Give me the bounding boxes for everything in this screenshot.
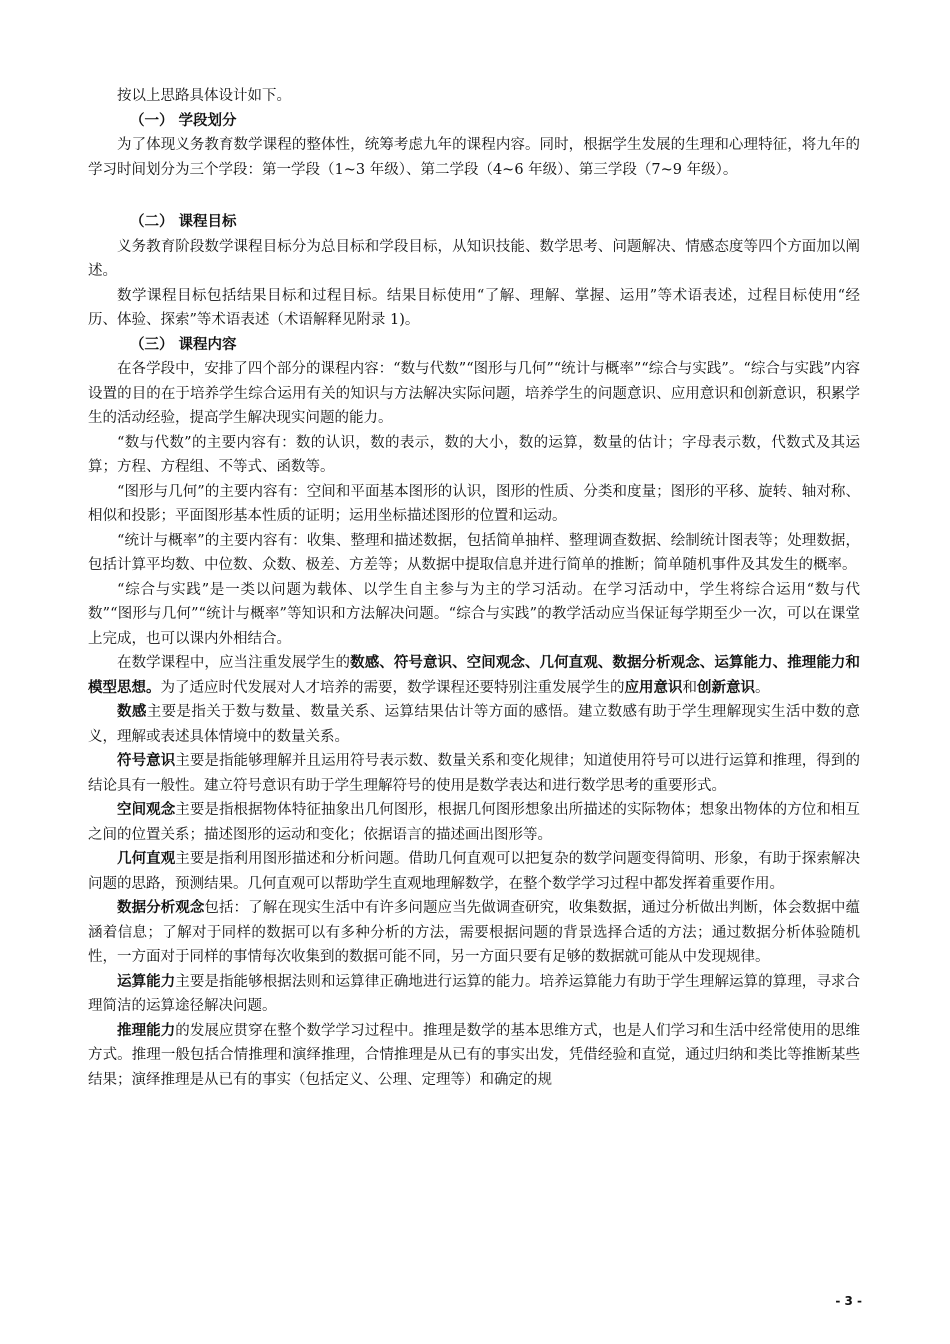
text-run: 和 <box>682 679 697 696</box>
page-number: - 3 - <box>835 1294 862 1308</box>
bold-text-run: 应用意识 <box>624 678 683 696</box>
term-text: 包括：了解在现实生活中有许多问题应当先做调查研究，收集数据，通过分析做出判断，体会数据中蕴涵着信息；了解对于同样的数据可以有多种分析的方法，需要根据问题的背景选择合适的方法；通过数据分析体验随机性，一方面对于同样的事情每次收集到的数据可能不同，另一方面只要有足够的数据就可能从中发现规律。 <box>88 900 860 965</box>
term-text: 的发展应贯穿在整个数学学习过程中。推理是数学的基本思维方式，也是人们学习和生活中经常使用的思维方式。推理一般包括合情推理和演绎推理，合情推理是从已有的事实出发，凭借经验和直觉，通过归纳和类比等推断某些结果；演绎推理是从已有的事实（包括定义、公理、定理等）和确定的规 <box>88 1022 860 1088</box>
section-heading-stages: （一） 学段划分 <box>130 111 237 129</box>
intro-paragraph: 按以上思路具体设计如下。 <box>117 88 291 104</box>
page-content <box>88 84 860 1092</box>
text-run: 。 <box>755 679 770 696</box>
paragraph: 为了体现义务教育数学课程的整体性，统筹考虑九年的课程内容。同时，根据学生发展的生理和心理特征，将九年的学习时间划分为三个学段：第一学段（1~3 年级）、第二学段（4~6 年级）、第三学段（7~9 年级）。 <box>88 137 860 178</box>
term-label: 数据分析观念 <box>117 899 205 916</box>
term-paragraph <box>88 1019 860 1093</box>
paragraph: “统计与概率”的主要内容有：收集、整理和描述数据，包括简单抽样、整理调查数据、绘制统计图表等；处理数据，包括计算平均数、中位数、众数、极差、方差等；从数据中提取信息并进行简单的推断；简单随机事件及其发生的概率。 <box>88 532 860 573</box>
term-label: 几何直观 <box>117 850 176 867</box>
text-run: 在数学课程中，应当注重发展学生的 <box>117 655 351 671</box>
spacer <box>88 182 860 210</box>
term-paragraph <box>88 896 860 970</box>
term-paragraph <box>88 798 860 847</box>
term-paragraph <box>88 970 860 1019</box>
term-label: 推理能力 <box>117 1021 176 1039</box>
term-text: 主要是指关于数与数量、数量关系、运算结果估计等方面的感悟。建立数感有助于学生理解现实生活中数的意义，理解或表述具体情境中的数量关系。 <box>88 704 861 745</box>
term-text: 主要是指能够理解并且运用符号表示数、数量关系和变化规律；知道使用符号可以进行运算和推理，得到的结论具有一般性。建立符号意识有助于学生理解符号的使用是数学表达和进行数学思考的重要形式。 <box>88 753 860 794</box>
section-heading-content: （三） 课程内容 <box>130 335 237 353</box>
term-paragraph <box>88 847 860 896</box>
term-label: 空间观念 <box>117 801 176 818</box>
term-text: 主要是指能够根据法则和运算律正确地进行运算的能力。培养运算能力有助于学生理解运算的算理，寻求合理简洁的运算途径解决问题。 <box>88 973 860 1014</box>
paragraph: 在各学段中，安排了四个部分的课程内容：“数与代数”“图形与几何”“统计与概率”“综合与实践”。“综合与实践”内容设置的目的在于培养学生综合运用有关的知识与方法解决实际问题，培养学生的问题意识、应用意识和创新意识，积累学生的活动经验，提高学生解决现实问题的能力。 <box>88 361 860 426</box>
term-paragraph <box>88 700 860 749</box>
text-run: 为了适应时代发展对人才培养的需要，数学课程还要特别注重发展学生的 <box>160 679 625 696</box>
term-text: 主要是指利用图形描述和分析问题。借助几何直观可以把复杂的数学问题变得简明、形象，有助于探索解决问题的思路，预测结果。几何直观可以帮助学生直观地理解数学，在整个数学学习过程中都发挥着重要作用。 <box>88 851 860 892</box>
core-competencies-paragraph <box>88 651 860 700</box>
term-text: 主要是指根据物体特征抽象出几何图形，根据几何图形想象出所描述的实际物体；想象出物体的方位和相互之间的位置关系；描述图形的运动和变化；依据语言的描述画出图形等。 <box>88 802 860 843</box>
bold-text-run: 创新意识 <box>697 678 755 696</box>
paragraph: “数与代数”的主要内容有：数的认识，数的表示，数的大小，数的运算，数量的估计；字母表示数，代数式及其运算；方程、方程组、不等式、函数等。 <box>88 434 860 475</box>
paragraph: “图形与几何”的主要内容有：空间和平面基本图形的认识，图形的性质、分类和度量；图形的平移、旋转、轴对称、相似和投影；平面图形基本性质的证明；运用坐标描述图形的位置和运动。 <box>88 483 860 524</box>
term-label: 符号意识 <box>117 752 176 769</box>
paragraph: 义务教育阶段数学课程目标分为总目标和学段目标，从知识技能、数学思考、问题解决、情感态度等四个方面加以阐述。 <box>88 238 860 279</box>
paragraph: 数学课程目标包括结果目标和过程目标。结果目标使用“了解、理解、掌握、运用”等术语表述，过程目标使用“经历、体验、探索”等术语表述（术语解释见附录 1)。 <box>88 287 860 328</box>
term-label: 运算能力 <box>117 972 176 990</box>
paragraph: “综合与实践”是一类以问题为载体、以学生自主参与为主的学习活动。在学习活动中，学生将综合运用“数与代数”“图形与几何”“统计与概率”等知识和方法解决问题。“综合与实践”的教学活动应当保证每学期至少一次，可以在课堂上完成，也可以课内外相结合。 <box>88 581 860 647</box>
term-label: 数感 <box>117 703 147 720</box>
term-paragraph <box>88 749 860 798</box>
bold-text-run: 数感、符号意识、空间观念、几何直观、数据分析观念、运算能力、推理能力和模型思想。 <box>88 654 861 696</box>
section-heading-goals: （二） 课程目标 <box>130 213 237 230</box>
